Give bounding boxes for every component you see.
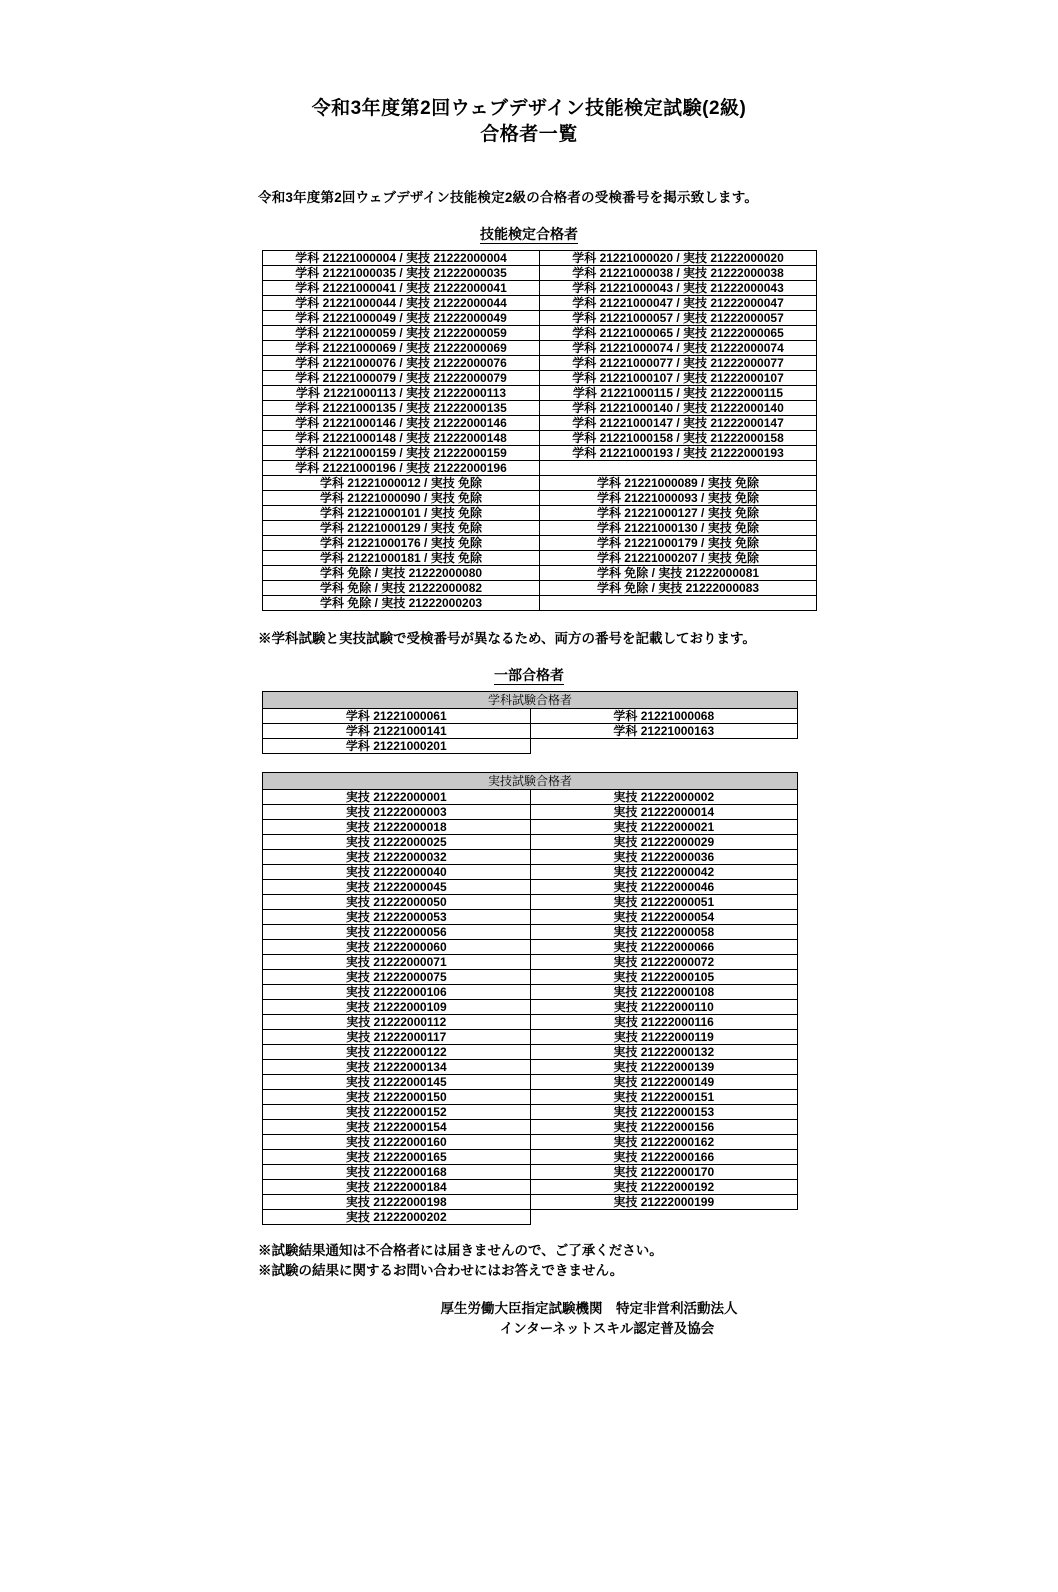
- table-cell: 学科 21221000065 / 実技 21222000065: [540, 326, 817, 341]
- table-cell: 実技 21222000170: [530, 1165, 798, 1180]
- table-cell: 学科 免除 / 実技 21222000082: [263, 581, 540, 596]
- table-cell: 実技 21222000117: [263, 1030, 531, 1045]
- table-cell: 実技 21222000071: [263, 955, 531, 970]
- table-cell: 実技 21222000029: [530, 835, 798, 850]
- table-cell: 学科 21221000130 / 実技 免除: [540, 521, 817, 536]
- table-cell: 実技 21222000054: [530, 910, 798, 925]
- table-row: [263, 835, 798, 850]
- table-cell: 学科 21221000090 / 実技 免除: [263, 491, 540, 506]
- table-cell: 実技 21222000156: [530, 1120, 798, 1135]
- table-cell-empty: [530, 739, 798, 754]
- table-cell: 実技 21222000056: [263, 925, 531, 940]
- table-cell: 実技 21222000184: [263, 1180, 531, 1195]
- table-cell: 実技 21222000150: [263, 1090, 531, 1105]
- table-row: [263, 596, 817, 611]
- table-cell: 実技 21222000134: [263, 1060, 531, 1075]
- table-row: [263, 341, 817, 356]
- table-cell: 学科 21221000020 / 実技 21222000020: [540, 251, 817, 266]
- table-cell: 学科 21221000107 / 実技 21222000107: [540, 371, 817, 386]
- table-cell: 実技 21222000109: [263, 1000, 531, 1015]
- table-cell: 学科 21221000074 / 実技 21222000074: [540, 341, 817, 356]
- table-cell: 学科 21221000129 / 実技 免除: [263, 521, 540, 536]
- table-cell: 実技 21222000108: [530, 985, 798, 1000]
- table-cell: 実技 21222000198: [263, 1195, 531, 1210]
- table-row: [263, 1210, 798, 1225]
- table-row: [263, 521, 817, 536]
- signature-line-1: 厚生労働大臣指定試験機関 特定非営利活動法人: [440, 1301, 738, 1316]
- practical-pass-table-body: [263, 790, 798, 1225]
- table-row: [263, 431, 817, 446]
- table-row: [263, 985, 798, 1000]
- table-row: [263, 739, 798, 754]
- table-cell: 実技 21222000014: [530, 805, 798, 820]
- table-cell: 学科 21221000004 / 実技 21222000004: [263, 251, 540, 266]
- table-row: [263, 251, 817, 266]
- table-row: [263, 491, 817, 506]
- table-cell: 学科 21221000201: [263, 739, 531, 754]
- title-line-2: 合格者一覧: [480, 124, 578, 145]
- table-row: [263, 311, 817, 326]
- table-row: [263, 551, 817, 566]
- table-cell: 学科 21221000113 / 実技 21222000113: [263, 386, 540, 401]
- table-cell: 実技 21222000032: [263, 850, 531, 865]
- table-row: [263, 296, 817, 311]
- table-row: [263, 895, 798, 910]
- table-cell: 学科 21221000069 / 実技 21222000069: [263, 341, 540, 356]
- table-row: [263, 724, 798, 739]
- table-cell: 実技 21222000002: [530, 790, 798, 805]
- document-page: [0, 96, 1058, 1592]
- written-pass-section: [262, 691, 798, 754]
- table-cell: 実技 21222000025: [263, 835, 531, 850]
- table-row: [263, 356, 817, 371]
- table-row: [263, 709, 798, 724]
- table-cell: 実技 21222000119: [530, 1030, 798, 1045]
- table-row: [263, 326, 817, 341]
- table-header-row: [263, 692, 798, 709]
- table-row: [263, 880, 798, 895]
- table-cell: 実技 21222000166: [530, 1150, 798, 1165]
- table-row: [263, 940, 798, 955]
- table-cell: 実技 21222000116: [530, 1015, 798, 1030]
- footnote-1: ※試験結果通知は不合格者には届きませんので、ご了承ください。: [258, 1243, 663, 1258]
- table-row: [263, 536, 817, 551]
- table-cell: 実技 21222000018: [263, 820, 531, 835]
- table-cell: 学科 21221000196 / 実技 21222000196: [263, 461, 540, 476]
- table-cell: 実技 21222000160: [263, 1135, 531, 1150]
- table-row: [263, 865, 798, 880]
- table-cell: 学科 21221000101 / 実技 免除: [263, 506, 540, 521]
- table-cell: 実技 21222000036: [530, 850, 798, 865]
- table-row: [263, 416, 817, 431]
- written-pass-table: [262, 691, 798, 754]
- signature-line-2: インターネットスキル認定普及協会: [499, 1321, 715, 1336]
- table-row: [263, 910, 798, 925]
- table-row: [263, 925, 798, 940]
- table-cell: 学科 21221000179 / 実技 免除: [540, 536, 817, 551]
- table-row: [263, 790, 798, 805]
- table-cell: 実技 21222000199: [530, 1195, 798, 1210]
- table-cell: 学科 21221000057 / 実技 21222000057: [540, 311, 817, 326]
- table-row: [263, 1180, 798, 1195]
- table-cell: 実技 21222000001: [263, 790, 531, 805]
- footnotes: [258, 1241, 1058, 1281]
- table-cell: 実技 21222000058: [530, 925, 798, 940]
- table-row: [263, 266, 817, 281]
- table-cell: 実技 21222000066: [530, 940, 798, 955]
- table-row: [263, 970, 798, 985]
- section-heading-partial: [0, 665, 1058, 685]
- table-cell: 学科 21221000163: [530, 724, 798, 739]
- table-cell: 学科 21221000207 / 実技 免除: [540, 551, 817, 566]
- written-pass-header: 学科試験合格者: [263, 692, 798, 709]
- table-cell: 学科 21221000135 / 実技 21222000135: [263, 401, 540, 416]
- table-cell: 実技 21222000105: [530, 970, 798, 985]
- table-cell: 学科 21221000181 / 実技 免除: [263, 551, 540, 566]
- table-cell: 実技 21222000053: [263, 910, 531, 925]
- table-row: [263, 1105, 798, 1120]
- table-cell: 実技 21222000152: [263, 1105, 531, 1120]
- page-title: [0, 96, 1058, 148]
- table-cell: 実技 21222000192: [530, 1180, 798, 1195]
- table-cell: 実技 21222000046: [530, 880, 798, 895]
- table-cell: 学科 21221000043 / 実技 21222000043: [540, 281, 817, 296]
- table-cell: 実技 21222000202: [263, 1210, 531, 1225]
- table-header-row: [263, 773, 798, 790]
- table-row: [263, 1150, 798, 1165]
- table-cell: 学科 21221000147 / 実技 21222000147: [540, 416, 817, 431]
- table-cell: 学科 21221000035 / 実技 21222000035: [263, 266, 540, 281]
- table-cell: 実技 21222000145: [263, 1075, 531, 1090]
- table-cell-empty: [540, 461, 817, 476]
- section-heading-partial-label: 一部合格者: [494, 667, 564, 683]
- table-row: [263, 1090, 798, 1105]
- table-row: [263, 850, 798, 865]
- table-cell: 学科 免除 / 実技 21222000083: [540, 581, 817, 596]
- table-cell: 学科 21221000079 / 実技 21222000079: [263, 371, 540, 386]
- table-cell: 学科 21221000093 / 実技 免除: [540, 491, 817, 506]
- table-cell: 学科 21221000068: [530, 709, 798, 724]
- table-cell-empty: [540, 596, 817, 611]
- table-row: [263, 955, 798, 970]
- table-cell: 学科 21221000038 / 実技 21222000038: [540, 266, 817, 281]
- main-pass-table-body: [263, 251, 817, 611]
- title-line-1: 令和3年度第2回ウェブデザイン技能検定試験(2級): [311, 98, 747, 119]
- intro-text: 令和3年度第2回ウェブデザイン技能検定2級の合格者の受検番号を掲示致します。: [258, 190, 759, 205]
- table-cell: 実技 21222000040: [263, 865, 531, 880]
- table-cell: 実技 21222000165: [263, 1150, 531, 1165]
- table-cell: 学科 21221000061: [263, 709, 531, 724]
- section-heading-main: [0, 224, 1058, 244]
- table-cell: 学科 21221000115 / 実技 21222000115: [540, 386, 817, 401]
- table-cell: 学科 21221000047 / 実技 21222000047: [540, 296, 817, 311]
- table-cell: 学科 21221000176 / 実技 免除: [263, 536, 540, 551]
- table-cell: 学科 21221000077 / 実技 21222000077: [540, 356, 817, 371]
- table-row: [263, 506, 817, 521]
- written-pass-table-body: [263, 709, 798, 754]
- table-row: [263, 581, 817, 596]
- practical-pass-header: 実技試験合格者: [263, 773, 798, 790]
- table-row: [263, 566, 817, 581]
- table-row: [263, 461, 817, 476]
- table-row: [263, 386, 817, 401]
- section-heading-main-label: 技能検定合格者: [480, 226, 578, 242]
- table-cell: 実技 21222000153: [530, 1105, 798, 1120]
- table-cell: 学科 21221000127 / 実技 免除: [540, 506, 817, 521]
- table-cell: 学科 21221000146 / 実技 21222000146: [263, 416, 540, 431]
- table-cell: 学科 21221000148 / 実技 21222000148: [263, 431, 540, 446]
- table-cell: 学科 免除 / 実技 21222000080: [263, 566, 540, 581]
- table-cell: 実技 21222000139: [530, 1060, 798, 1075]
- table-cell: 実技 21222000154: [263, 1120, 531, 1135]
- table-cell: 実技 21222000149: [530, 1075, 798, 1090]
- table-cell: 学科 21221000044 / 実技 21222000044: [263, 296, 540, 311]
- table-row: [263, 476, 817, 491]
- table-cell: 実技 21222000162: [530, 1135, 798, 1150]
- table-cell: 実技 21222000132: [530, 1045, 798, 1060]
- table-cell: 実技 21222000122: [263, 1045, 531, 1060]
- table-row: [263, 1000, 798, 1015]
- table-row: [263, 1060, 798, 1075]
- table-cell: 実技 21222000112: [263, 1015, 531, 1030]
- table-cell: 学科 21221000041 / 実技 21222000041: [263, 281, 540, 296]
- note-main: ※学科試験と実技試験で受検番号が異なるため、両方の番号を記載しております。: [258, 631, 756, 646]
- table-cell: 学科 21221000059 / 実技 21222000059: [263, 326, 540, 341]
- table-cell: 実技 21222000021: [530, 820, 798, 835]
- table-cell: 学科 21221000193 / 実技 21222000193: [540, 446, 817, 461]
- table-cell: 学科 21221000049 / 実技 21222000049: [263, 311, 540, 326]
- table-row: [263, 805, 798, 820]
- table-cell: 実技 21222000072: [530, 955, 798, 970]
- table-row: [263, 1030, 798, 1045]
- table-cell: 学科 21221000159 / 実技 21222000159: [263, 446, 540, 461]
- footnote-2: ※試験の結果に関するお問い合わせにはお答えできません。: [258, 1263, 624, 1278]
- table-cell: 学科 21221000076 / 実技 21222000076: [263, 356, 540, 371]
- table-cell: 実技 21222000151: [530, 1090, 798, 1105]
- table-cell: 実技 21222000045: [263, 880, 531, 895]
- table-row: [263, 281, 817, 296]
- table-row: [263, 820, 798, 835]
- table-row: [263, 1135, 798, 1150]
- table-cell: 実技 21222000003: [263, 805, 531, 820]
- table-cell: 実技 21222000110: [530, 1000, 798, 1015]
- table-cell: 実技 21222000106: [263, 985, 531, 1000]
- table-cell: 学科 21221000012 / 実技 免除: [263, 476, 540, 491]
- table-cell-empty: [530, 1210, 798, 1225]
- table-cell: 実技 21222000075: [263, 970, 531, 985]
- table-cell: 実技 21222000168: [263, 1165, 531, 1180]
- table-row: [263, 1075, 798, 1090]
- signature-block: [0, 1299, 1058, 1339]
- table-row: [263, 371, 817, 386]
- table-cell: 実技 21222000060: [263, 940, 531, 955]
- table-row: [263, 401, 817, 416]
- table-cell: 学科 21221000089 / 実技 免除: [540, 476, 817, 491]
- table-cell: 学科 免除 / 実技 21222000081: [540, 566, 817, 581]
- table-cell: 実技 21222000050: [263, 895, 531, 910]
- table-cell: 学科 免除 / 実技 21222000203: [263, 596, 540, 611]
- practical-pass-section: [262, 772, 798, 1225]
- table-row: [263, 1195, 798, 1210]
- table-row: [263, 1165, 798, 1180]
- table-cell: 学科 21221000140 / 実技 21222000140: [540, 401, 817, 416]
- table-cell: 実技 21222000051: [530, 895, 798, 910]
- table-row: [263, 1015, 798, 1030]
- table-cell: 実技 21222000042: [530, 865, 798, 880]
- table-cell: 学科 21221000141: [263, 724, 531, 739]
- table-row: [263, 446, 817, 461]
- table-row: [263, 1045, 798, 1060]
- table-row: [263, 1120, 798, 1135]
- practical-pass-table: [262, 772, 798, 1225]
- table-cell: 学科 21221000158 / 実技 21222000158: [540, 431, 817, 446]
- main-pass-table: [262, 250, 817, 611]
